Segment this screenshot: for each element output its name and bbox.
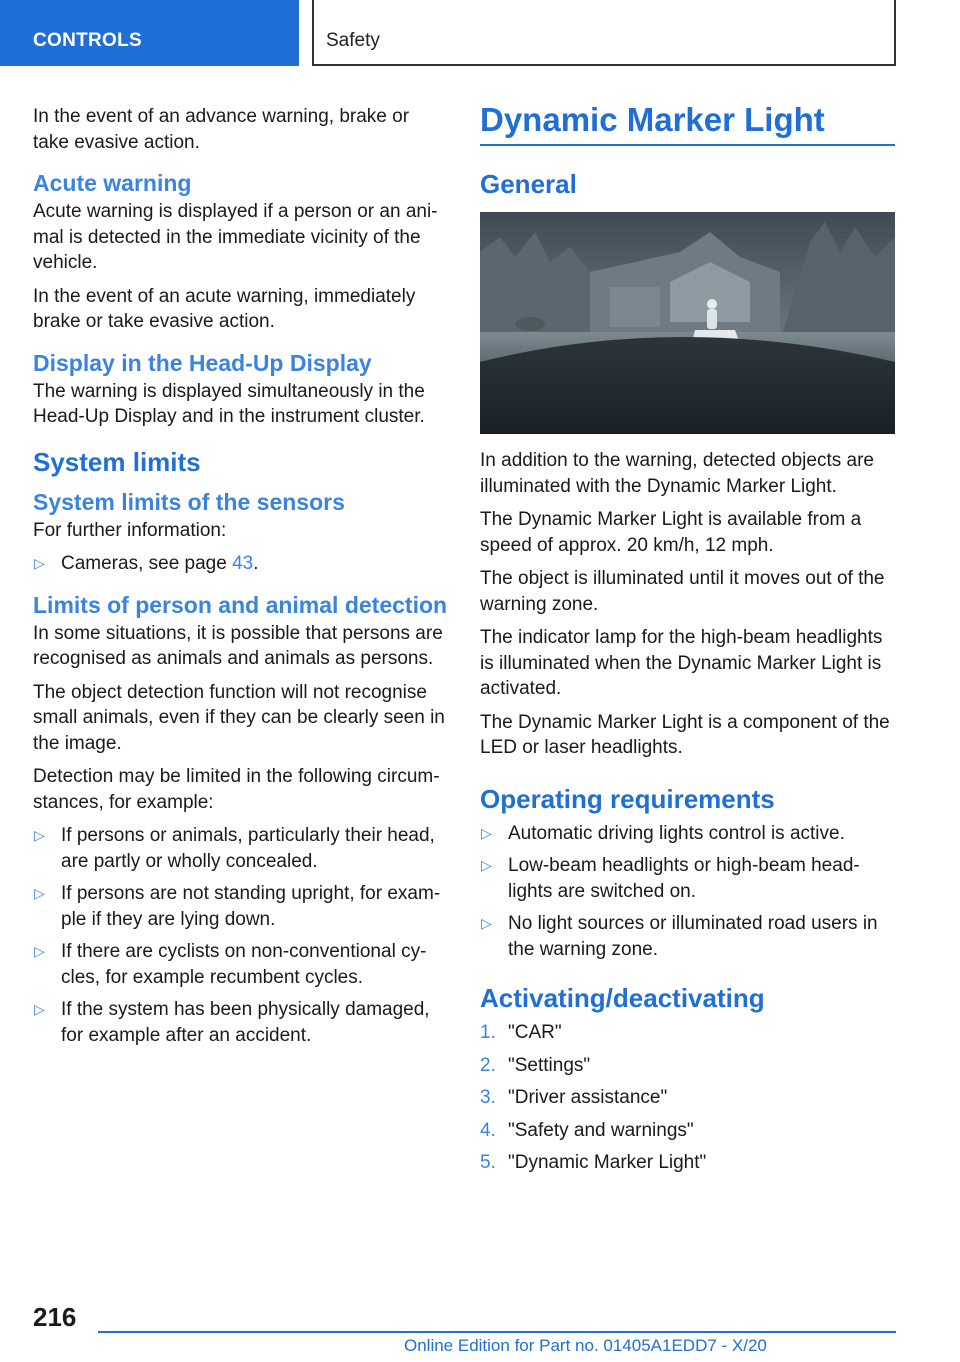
list-item-text: No light sources or illuminated road users in the warning zone.	[508, 913, 878, 960]
sensors-list	[33, 551, 448, 577]
requirements-list	[480, 821, 895, 963]
edition-text: Online Edition for Part no. 01405A1EDD7 - X/20	[404, 1336, 767, 1355]
acute-paragraph-1: Acute warning is displayed if a person or an ani-mal is detected in the immediate vicinity of the vehicle.	[33, 201, 438, 273]
sensors-heading: System limits of the sensors	[33, 488, 345, 515]
list-item	[33, 823, 448, 874]
general-paragraph-3: The object is illuminated until it moves out of the warning zone.	[480, 568, 885, 615]
triangle-right-icon: ▷	[34, 827, 45, 843]
step-number: 3.	[480, 1087, 496, 1108]
triangle-right-icon: ▷	[34, 943, 45, 959]
hud-paragraph: The warning is displayed simultaneously in the Head-Up Display and in the instrument cluster.	[33, 380, 425, 427]
right-column	[480, 101, 895, 1184]
system-limits-heading: System limits	[33, 446, 201, 477]
chapter-tab	[0, 0, 299, 66]
hud-heading: Display in the Head-Up Display	[33, 349, 372, 376]
triangle-right-icon: ▷	[481, 857, 492, 873]
chapter-label: CONTROLS	[33, 30, 143, 51]
list-item-text: If there are cyclists on non-conventional cy-cles, for example recumbent cycles.	[61, 941, 427, 988]
step-number: 2.	[480, 1054, 496, 1076]
step-number: 4.	[480, 1119, 496, 1141]
acute-paragraph-2: In the event of an acute warning, immediately brake or take evasive action.	[33, 285, 416, 332]
intro-paragraph: In the event of an advance warning, brake or take evasive action.	[33, 106, 410, 153]
general-paragraph-1: In addition to the warning, detected objects are illuminated with the Dynamic Marker Light.	[480, 450, 874, 497]
footer-divider	[98, 1331, 896, 1333]
activation-steps	[480, 1020, 895, 1176]
step-item	[480, 1150, 895, 1176]
person-paragraph-1: In some situations, it is possible that persons are recognised as animals and animals as persons.	[33, 622, 443, 669]
list-item	[33, 881, 448, 932]
list-item	[480, 821, 895, 847]
list-item	[33, 997, 448, 1048]
list-item-end: .	[253, 553, 259, 574]
step-text: "Settings"	[508, 1054, 591, 1076]
step-text: "CAR"	[508, 1022, 562, 1043]
activating-heading: Activating/deactivating	[480, 983, 765, 1013]
step-number: 5.	[480, 1152, 496, 1173]
step-item	[480, 1020, 895, 1046]
person-paragraph-3: Detection may be limited in the following circum-stances, for example:	[33, 766, 440, 813]
triangle-right-icon: ▷	[34, 555, 45, 571]
person-paragraph-2: The object detection function will not recognise small animals, even if they can be clearly seen in the image.	[33, 681, 445, 754]
list-item-text: If persons or animals, particularly their head, are partly or wholly concealed.	[61, 825, 435, 872]
page-number: 216	[33, 1302, 77, 1332]
left-column	[33, 104, 448, 1056]
page-title: Dynamic Marker Light	[480, 100, 895, 146]
general-paragraph-5: The Dynamic Marker Light is a component of the LED or laser headlights.	[480, 711, 890, 758]
general-paragraph-2: The Dynamic Marker Light is available from a speed of approx. 20 km/h, 12 mph.	[480, 509, 862, 556]
triangle-right-icon: ▷	[34, 1001, 45, 1017]
triangle-right-icon: ▷	[34, 885, 45, 901]
acute-warning-heading: Acute warning	[33, 170, 192, 196]
general-paragraph-4: The indicator lamp for the high-beam headlights is illuminated when the Dynamic Marker Light is activated.	[480, 627, 883, 699]
step-number: 1.	[480, 1022, 496, 1043]
list-item-text: If persons are not standing upright, for exam-ple if they are lying down.	[61, 883, 441, 930]
general-heading: General	[480, 169, 577, 199]
step-item	[480, 1118, 895, 1144]
list-item-text: Automatic driving lights control is active.	[508, 822, 845, 844]
list-item-text: Cameras, see page	[61, 553, 233, 574]
step-text: "Dynamic Marker Light"	[508, 1152, 707, 1173]
night-road-photo	[480, 212, 895, 434]
sensors-paragraph: For further information:	[33, 519, 227, 541]
person-animal-heading: Limits of person and animal detection	[33, 591, 448, 618]
list-item-text: If the system has been physically damaged, for example after an accident.	[61, 999, 430, 1046]
page-link[interactable]: 43	[232, 553, 254, 574]
step-item	[480, 1085, 895, 1111]
list-item	[480, 911, 895, 962]
operating-requirements-heading: Operating requirements	[480, 783, 775, 814]
step-item	[480, 1053, 895, 1079]
section-label: Safety	[326, 30, 380, 51]
person-limits-list	[33, 823, 448, 1048]
triangle-right-icon: ▷	[481, 824, 492, 841]
step-text: "Driver assistance"	[508, 1087, 668, 1108]
list-item	[33, 551, 448, 577]
list-item	[480, 853, 895, 904]
list-item	[33, 939, 448, 990]
list-item-text: Low-beam headlights or high-beam head-lights are switched on.	[508, 855, 860, 902]
section-header	[312, 0, 896, 66]
step-text: "Safety and warnings"	[508, 1119, 694, 1141]
triangle-right-icon: ▷	[481, 915, 492, 931]
